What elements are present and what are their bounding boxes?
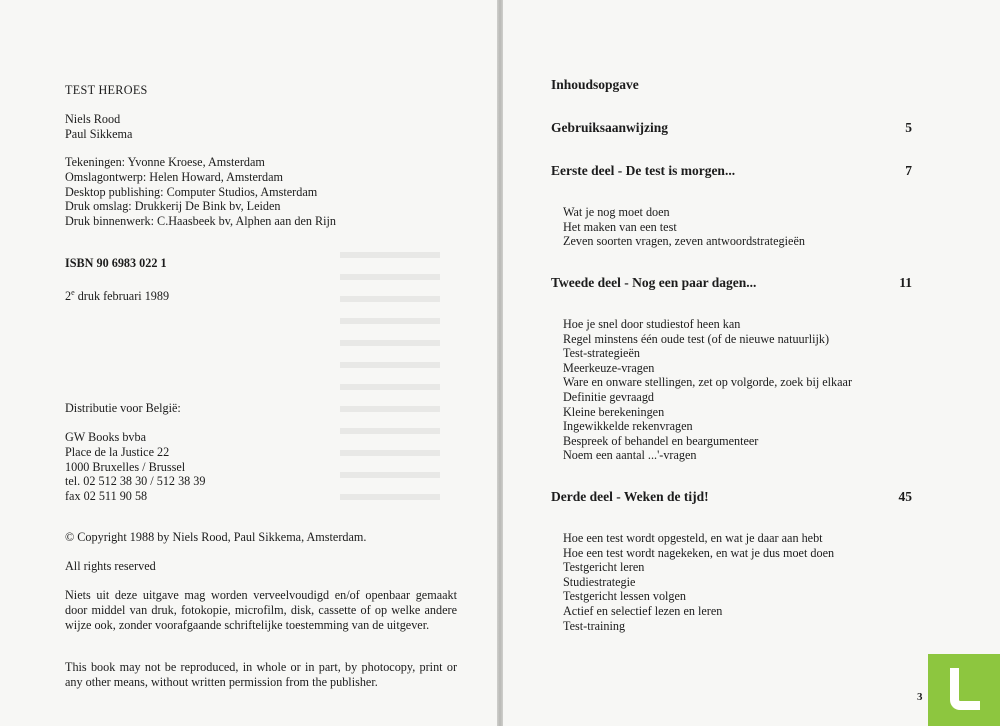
toc-page-number: 45	[898, 489, 912, 504]
toc-item: Ware en onware stellingen, zet op volgorde, zoek bij elkaar	[563, 375, 853, 390]
book-title: TEST HEROES	[65, 83, 148, 97]
toc-item: Definitie gevraagd	[563, 389, 655, 404]
toc-item: Test-training	[563, 618, 626, 633]
rights-line: All rights reserved	[65, 559, 156, 573]
address-line: GW Books bvba	[65, 430, 147, 444]
edition-superscript: e	[71, 288, 75, 297]
address-line: fax 02 511 90 58	[65, 489, 148, 504]
toc-section-title: Derde deel - Weken de tijd!	[551, 489, 709, 504]
toc-section	[551, 275, 912, 291]
edition-text: druk februari 1989	[74, 289, 170, 304]
address-line: tel. 02 512 38 30 / 512 38 39	[65, 474, 206, 489]
address-line: 1000 Bruxelles / Brussel	[65, 459, 186, 474]
watermark-logo	[928, 654, 1000, 726]
credit-line: Desktop publishing: Computer Studios, Amsterdam	[65, 184, 318, 199]
toc-item: Ingewikkelde rekenvragen	[563, 419, 693, 434]
toc-item: Hoe een test wordt opgesteld, en wat je daar aan hebt	[563, 531, 823, 545]
toc-page-number: 5	[905, 120, 912, 135]
bleed-through-shadow	[340, 250, 440, 500]
toc-item: Actief en selectief lezen en leren	[563, 603, 723, 618]
author-name: Niels Rood	[65, 112, 121, 126]
credit-line: Omslagontwerp: Helen Howard, Amsterdam	[65, 169, 283, 184]
toc-item-list	[563, 317, 852, 463]
edition-number: 2	[65, 289, 72, 304]
authors-block	[65, 112, 132, 142]
edition-line	[65, 286, 169, 304]
toc-item: Kleine berekeningen	[563, 404, 665, 419]
toc-item: Wat je nog moet doen	[563, 205, 670, 219]
credit-line: Druk omslag: Drukkerij De Bink bv, Leiden	[65, 199, 281, 214]
toc-heading: Inhoudsopgave	[551, 77, 639, 92]
logo-l-mark-icon	[950, 668, 980, 710]
toc-item: Zeven soorten vragen, zeven antwoordstrategieën	[563, 234, 805, 249]
notice-dutch: Niets uit deze uitgave mag worden verveelvoudigd en/of openbaar gemaakt door middel van druk, fotokopie, microfilm, disk, cassette of op welke andere wijze ook, zonder voorafgaande schriftelijke toestemming van de uitgever.	[65, 588, 457, 632]
toc-section-title: Tweede deel - Nog een paar dagen...	[551, 275, 757, 290]
toc-page-number: 7	[905, 163, 912, 178]
toc-section	[551, 120, 912, 136]
toc-section	[551, 163, 912, 179]
toc-page-number: 11	[899, 275, 912, 290]
toc-item-list	[563, 205, 805, 249]
toc-section-title: Gebruiksaanwijzing	[551, 120, 669, 135]
isbn: ISBN 90 6983 022 1	[65, 256, 167, 270]
address-line: Place de la Justice 22	[65, 444, 170, 459]
toc-item: Testgericht lessen volgen	[563, 589, 687, 604]
toc-item: Noem een aantal ...'-vragen	[563, 448, 697, 463]
toc-item: Bespreek of behandel en beargumenteer	[563, 433, 759, 448]
notice-english: This book may not be reproduced, in whole or in part, by photocopy, print or any other means, without written permission from the publisher.	[65, 660, 457, 689]
credit-line: Druk binnenwerk: C.Haasbeek bv, Alphen aan den Rijn	[65, 214, 336, 229]
distributor-address	[65, 430, 206, 504]
toc-section-title: Eerste deel - De test is morgen...	[551, 163, 736, 178]
copyright-line: © Copyright 1988 by Niels Rood, Paul Sikkema, Amsterdam.	[65, 530, 367, 544]
page-number: 3	[917, 691, 923, 703]
toc-item: Meerkeuze-vragen	[563, 360, 655, 375]
toc-item: Studiestrategie	[563, 574, 636, 589]
toc-item: Hoe je snel door studiestof heen kan	[563, 317, 741, 331]
toc-item: Testgericht leren	[563, 560, 645, 575]
author-name: Paul Sikkema	[65, 126, 133, 141]
credit-line: Tekeningen: Yvonne Kroese, Amsterdam	[65, 155, 265, 169]
toc-item: Het maken van een test	[563, 219, 677, 234]
toc-item: Regel minstens één oude test (of de nieuwe natuurlijk)	[563, 331, 830, 346]
toc-item: Test-strategieën	[563, 346, 640, 361]
credits-block	[65, 155, 336, 229]
toc-section	[551, 489, 912, 505]
toc-item-list	[563, 531, 834, 633]
toc-item: Hoe een test wordt nagekeken, en wat je dus moet doen	[563, 545, 835, 560]
distribution-label: Distributie voor België:	[65, 401, 181, 415]
